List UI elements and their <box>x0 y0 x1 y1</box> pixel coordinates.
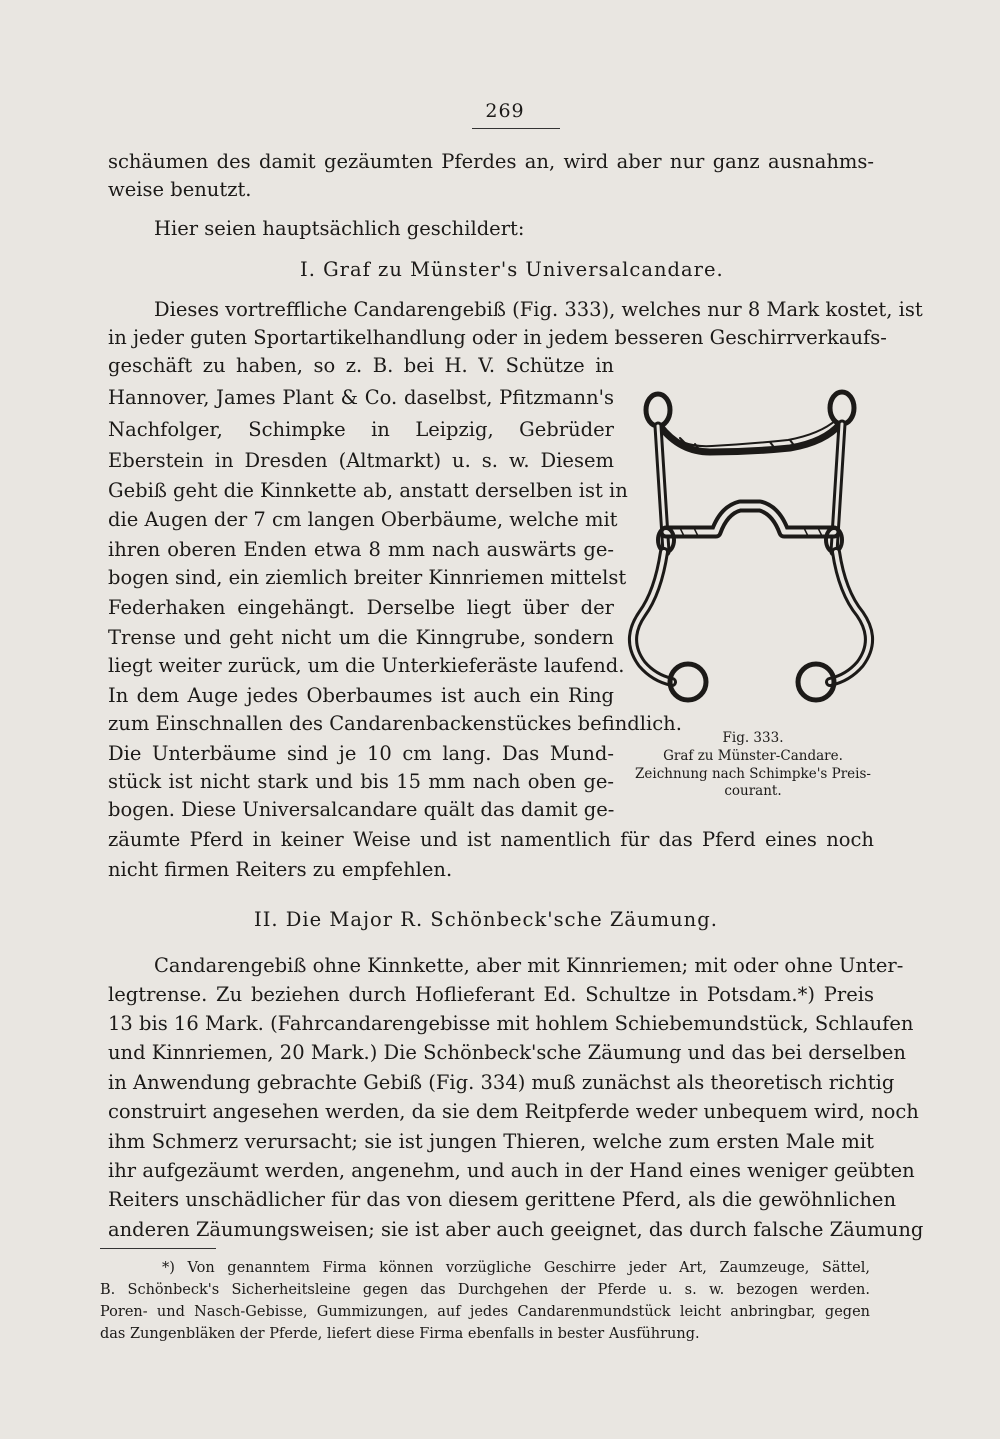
text-line: In dem Auge jedes Oberbaumes ist auch ein Ring <box>108 684 614 707</box>
text-line: stück ist nicht stark und bis 15 mm nach oben ge- <box>108 770 614 793</box>
text-line: Nachfolger, Schimpke in Leipzig, Gebrüder <box>108 418 614 441</box>
text-line: zum Einschnallen des Candarenbackenstückes befindlich. <box>108 712 682 735</box>
text-line: in Anwendung gebrachte Gebiß (Fig. 334) muß zunächst als theoretisch richtig <box>108 1071 895 1094</box>
text-line: legtrense. Zu beziehen durch Hoflieferant Ed. Schultze in Potsdam.*) Preis <box>108 983 874 1006</box>
text-line: Eberstein in Dresden (Altmarkt) u. s. w. Diesem <box>108 449 614 472</box>
footnote-rule <box>100 1248 216 1249</box>
curb-bit-drawing <box>620 382 880 727</box>
text-line: Dieses vortreffliche Candarengebiß (Fig. 333), welches nur 8 Mark kostet, ist <box>154 298 923 321</box>
figure-caption-line: Graf zu Münster-Candare. <box>663 748 843 764</box>
footnote-line: B. Schönbeck's Sicherheitsleine gegen das Durchgehen der Pferde u. s. w. bezogen werden. <box>100 1282 870 1298</box>
text-line: zäumte Pferd in keiner Weise und ist namentlich für das Pferd eines noch <box>108 828 874 851</box>
text-line: und Kinnriemen, 20 Mark.) Die Schönbeck'sche Zäumung und das bei derselben <box>108 1041 906 1064</box>
text-line: schäumen des damit gezäumten Pferdes an, wird aber nur ganz ausnahms- <box>108 150 874 173</box>
text-line: weise benutzt. <box>108 178 252 201</box>
text-line: liegt weiter zurück, um die Unterkieferäste laufend. <box>108 654 625 677</box>
text-line: ihm Schmerz verursacht; sie ist jungen Thieren, welche zum ersten Male mit <box>108 1130 874 1153</box>
page-number: 269 <box>485 100 525 122</box>
figure-caption-line: Zeichnung nach Schimpke's Preis- <box>635 766 871 782</box>
text-line: Trense und geht nicht um die Kinngrube, sondern <box>108 626 614 649</box>
text-line: bogen. Diese Universalcandare quält das damit ge- <box>108 798 615 821</box>
curb-bit-illustration <box>620 382 880 727</box>
section-heading-2: II. Die Major R. Schönbeck'sche Zäumung. <box>254 908 718 931</box>
section-heading-1: I. Graf zu Münster's Universalcandare. <box>300 258 724 281</box>
text-line: Gebiß geht die Kinnkette ab, anstatt derselben ist in <box>108 479 628 502</box>
text-line: 13 bis 16 Mark. (Fahrcandarengebisse mit hohlem Schiebemundstück, Schlaufen <box>108 1012 914 1035</box>
text-line: Federhaken eingehängt. Derselbe liegt über der <box>108 596 614 619</box>
text-line: bogen sind, ein ziemlich breiter Kinnriemen mittelst <box>108 566 627 589</box>
text-line: Candarengebiß ohne Kinnkette, aber mit Kinnriemen; mit oder ohne Unter- <box>154 954 904 977</box>
footnote-line: das Zungenbläken der Pferde, liefert diese Firma ebenfalls in bester Ausführung. <box>100 1326 700 1342</box>
text-line: ihr aufgezäumt werden, angenehm, und auch in der Hand eines weniger geübten <box>108 1159 915 1182</box>
figure-caption-line: courant. <box>724 783 782 799</box>
text-line: nicht firmen Reiters zu empfehlen. <box>108 858 453 881</box>
footnote-line: Poren- und Nasch-Gebisse, Gummizungen, auf jedes Candarenmundstück leicht anbringbar, gegen <box>100 1304 870 1320</box>
footnote-line: *) Von genanntem Firma können vorzügliche Geschirre jeder Art, Zaumzeuge, Sättel, <box>162 1260 870 1276</box>
text-line: anderen Zäumungsweisen; sie ist aber auch geeignet, das durch falsche Zäumung <box>108 1218 924 1241</box>
text-line: ihren oberen Enden etwa 8 mm nach auswärts ge- <box>108 538 614 561</box>
figure-label: Fig. 333. <box>722 730 784 746</box>
text-line: Hier seien hauptsächlich geschildert: <box>154 217 525 240</box>
text-line: geschäft zu haben, so z. B. bei H. V. Schütze in <box>108 354 614 377</box>
text-line: die Augen der 7 cm langen Oberbäume, welche mit <box>108 508 618 531</box>
text-line: Reiters unschädlicher für das von diesem gerittene Pferd, als die gewöhnlichen <box>108 1188 897 1211</box>
text-line: Die Unterbäume sind je 10 cm lang. Das Mund- <box>108 742 614 765</box>
page-number-rule <box>472 128 560 129</box>
text-line: construirt angesehen werden, da sie dem Reitpferde weder unbequem wird, noch <box>108 1100 919 1123</box>
text-line: in jeder guten Sportartikelhandlung oder in jedem besseren Geschirrverkaufs- <box>108 326 887 349</box>
text-line: Hannover, James Plant & Co. daselbst, Pfitzmann's <box>108 386 614 409</box>
